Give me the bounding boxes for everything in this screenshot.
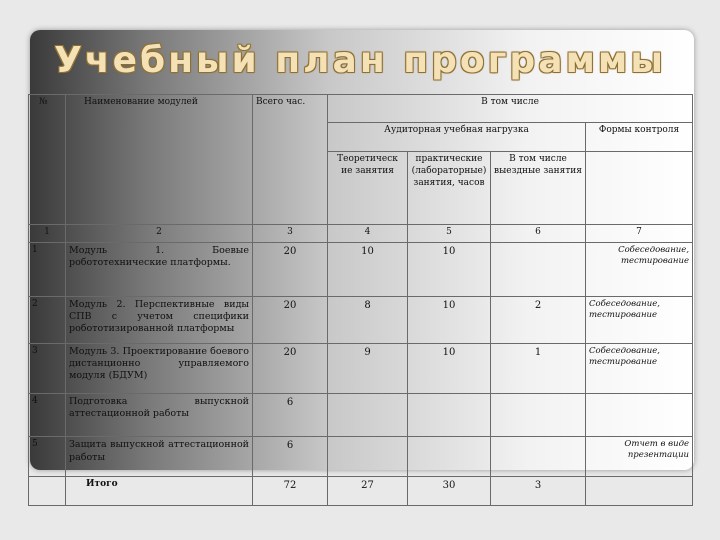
total-row (29, 476, 693, 505)
table-row (29, 343, 693, 393)
total-theory: 27 (328, 476, 408, 505)
total-control (586, 476, 693, 505)
header-practice: практические (лабораторные) занятия, часов (408, 152, 491, 225)
row-total: 6 (253, 437, 328, 477)
row-control: Собеседование, тестирование (586, 343, 693, 393)
row-field (491, 437, 586, 477)
row-practice: 10 (408, 343, 491, 393)
header-classroom: Аудиторная учебная нагрузка (328, 123, 586, 152)
row-num: 4 (29, 393, 66, 437)
table-row (29, 242, 693, 296)
row-practice: 10 (408, 242, 491, 296)
row-num: 5 (29, 437, 66, 477)
row-field (491, 393, 586, 437)
total-practice: 30 (408, 476, 491, 505)
row-theory: 9 (328, 343, 408, 393)
curriculum-table (28, 94, 693, 506)
row-module-name: Модуль 1. Боевые робототехнические платформы. (66, 242, 253, 296)
col-number: 7 (586, 225, 693, 242)
total-num-empty (29, 476, 66, 505)
row-total: 20 (253, 296, 328, 343)
col-number: 4 (328, 225, 408, 242)
total-field: 3 (491, 476, 586, 505)
col-number: 1 (29, 225, 66, 242)
row-module-name: Модуль 2. Перспективные виды СПВ с учетом специфики робототизированной платформы (66, 296, 253, 343)
row-theory (328, 393, 408, 437)
row-num: 2 (29, 296, 66, 343)
row-total: 20 (253, 242, 328, 296)
row-theory: 10 (328, 242, 408, 296)
table-row (29, 393, 693, 437)
row-module-name: Модуль 3. Проектирование боевого дистанционно управляемого модуля (БДУМ) (66, 343, 253, 393)
row-theory (328, 437, 408, 477)
row-control: Собеседование, тестирование (586, 242, 693, 296)
col-number: 5 (408, 225, 491, 242)
row-total: 6 (253, 393, 328, 437)
row-practice: 10 (408, 296, 491, 343)
row-field: 2 (491, 296, 586, 343)
row-theory: 8 (328, 296, 408, 343)
table-row (29, 296, 693, 343)
total-label: Итого (66, 476, 253, 505)
total-hours: 72 (253, 476, 328, 505)
header-num: № (29, 95, 66, 225)
header-including: В том числе (328, 95, 693, 123)
row-module-name: Защита выпускной аттестационной работы (66, 437, 253, 477)
table-row (29, 437, 693, 477)
row-control: Собеседование, тестирование (586, 296, 693, 343)
header-control-empty (586, 152, 693, 225)
col-number: 3 (253, 225, 328, 242)
row-field: 1 (491, 343, 586, 393)
column-numbers-row (29, 225, 693, 242)
row-practice (408, 393, 491, 437)
row-total: 20 (253, 343, 328, 393)
header-name: Наименование модулей (66, 95, 253, 225)
header-total: Всего час. (253, 95, 328, 225)
row-module-name: Подготовка выпускной аттестационной работы (66, 393, 253, 437)
row-num: 1 (29, 242, 66, 296)
row-num: 3 (29, 343, 66, 393)
page-title: Учебный план программы (54, 40, 666, 81)
header-control: Формы контроля (586, 123, 693, 152)
row-control (586, 393, 693, 437)
col-number: 2 (66, 225, 253, 242)
header-theory: Теоретическ ие занятия (328, 152, 408, 225)
col-number: 6 (491, 225, 586, 242)
row-field (491, 242, 586, 296)
row-control: Отчет в виде презентации (586, 437, 693, 477)
row-practice (408, 437, 491, 477)
header-field: В том числе выездные занятия (491, 152, 586, 225)
